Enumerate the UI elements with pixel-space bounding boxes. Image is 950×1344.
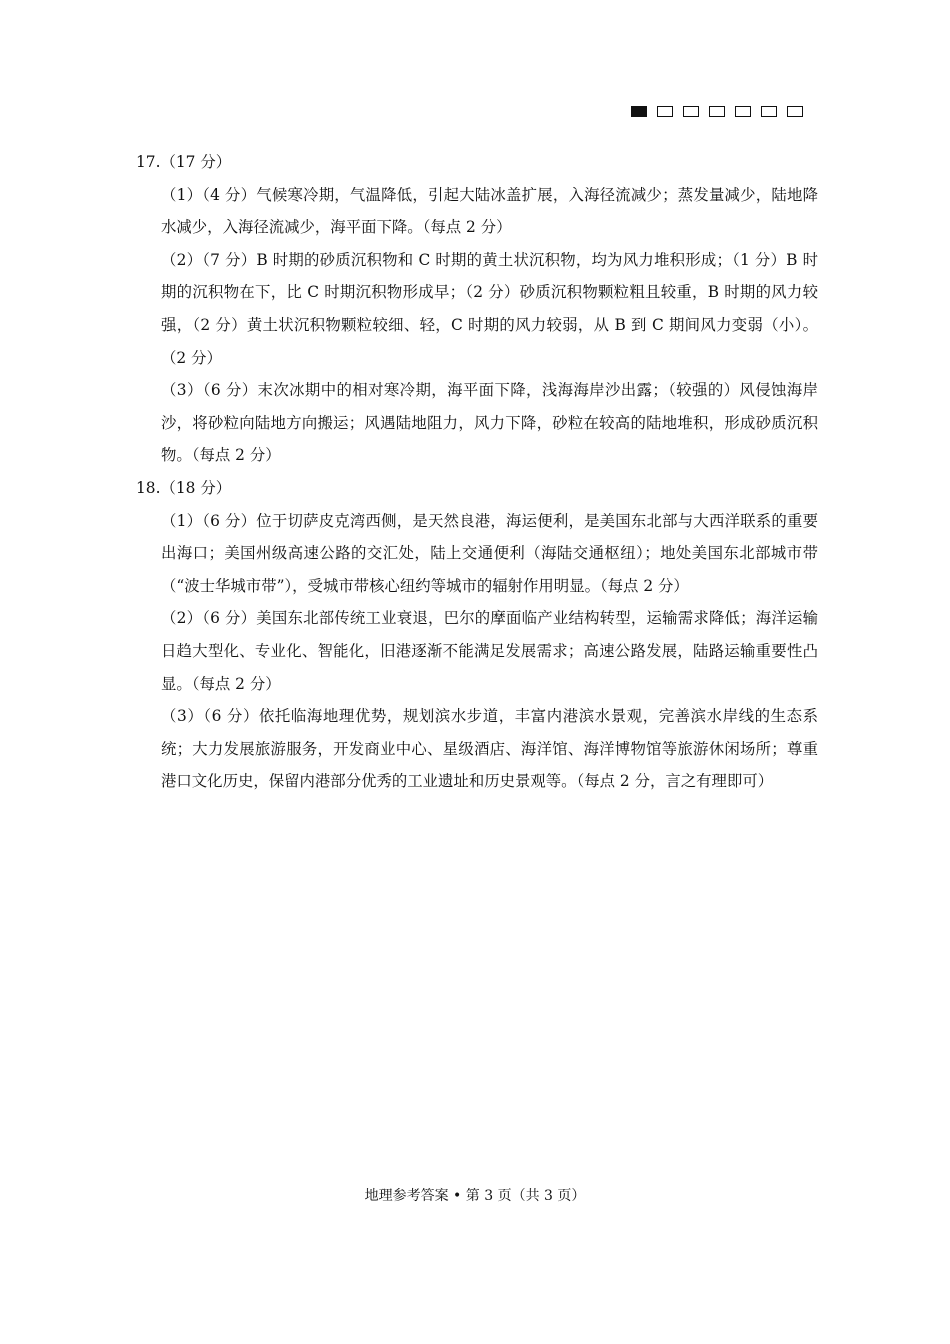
- question-17: [136, 146, 818, 472]
- answer-paragraph: （3）（6 分）末次冰期中的相对寒冷期，海平面下降，浅海海岸沙出露；（较强的）风侵蚀海岸沙，将砂粒向陆地方向搬运；风遇陆地阻力，风力下降，砂粒在较高的陆地堆积，形成砂质沉积物。（每点 2 分）: [161, 381, 818, 465]
- question-title: 18.（18 分）: [136, 478, 232, 497]
- page-indicator-square: [735, 106, 751, 117]
- page-indicator-square: [657, 106, 673, 117]
- question-title: 17.（17 分）: [136, 153, 232, 171]
- page-indicator-square: [761, 106, 777, 117]
- answer-paragraph: （1）（6 分）位于切萨皮克湾西侧，是天然良港，海运便利，是美国东北部与大西洋联系的重要出海口；美国州级高速公路的交汇处，陆上交通便利（海陆交通枢纽）；地处美国东北部城市带（“波士华城市带”），受城市带核心纽约等城市的辐射作用明显。（每点 2 分）: [161, 511, 818, 595]
- answer-paragraph: （3）（6 分）依托临海地理优势，规划滨水步道，丰富内港滨水景观，完善滨水岸线的生态系统；大力发展旅游服务，开发商业中心、星级酒店、海洋馆、海洋博物馆等旅游休闲场所；尊重港口文化历史，保留内港部分优秀的工业遗址和历史景观等。（每点 2 分，言之有理即可）: [161, 707, 818, 791]
- answer-paragraph: （2）（6 分）美国东北部传统工业衰退，巴尔的摩面临产业结构转型，运输需求降低；海洋运输日趋大型化、专业化、智能化，旧港逐渐不能满足发展需求；高速公路发展，陆路运输重要性凸显。（每点 2 分）: [161, 609, 818, 693]
- page-footer: 地理参考答案 • 第 3 页（共 3 页）: [364, 1188, 586, 1204]
- answer-paragraph: （2）（7 分）B 时期的砂质沉积物和 C 时期的黄土状沉积物，均为风力堆积形成；（1 分）B 时期的沉积物在下，比 C 时期沉积物形成早；（2 分）砂质沉积物颗粒粗且较重，B 时期的风力较强，（2 分）黄土状沉积物颗粒较细、轻，C 时期的风力较弱，从 B 到 C 期间风力变弱（小）。（2 分）: [161, 250, 818, 367]
- question-18: [136, 472, 818, 798]
- page-indicator-square-filled: [631, 106, 647, 117]
- answer-paragraph: （1）（4 分）气候寒冷期，气温降低，引起大陆冰盖扩展，入海径流减少；蒸发量减少，陆地降水减少，入海径流减少，海平面下降。（每点 2 分）: [161, 185, 818, 237]
- answer-content: [136, 146, 818, 798]
- page-indicator-square: [787, 106, 803, 117]
- page-indicator-square: [683, 106, 699, 117]
- page-indicator: [631, 106, 803, 117]
- page-indicator-square: [709, 106, 725, 117]
